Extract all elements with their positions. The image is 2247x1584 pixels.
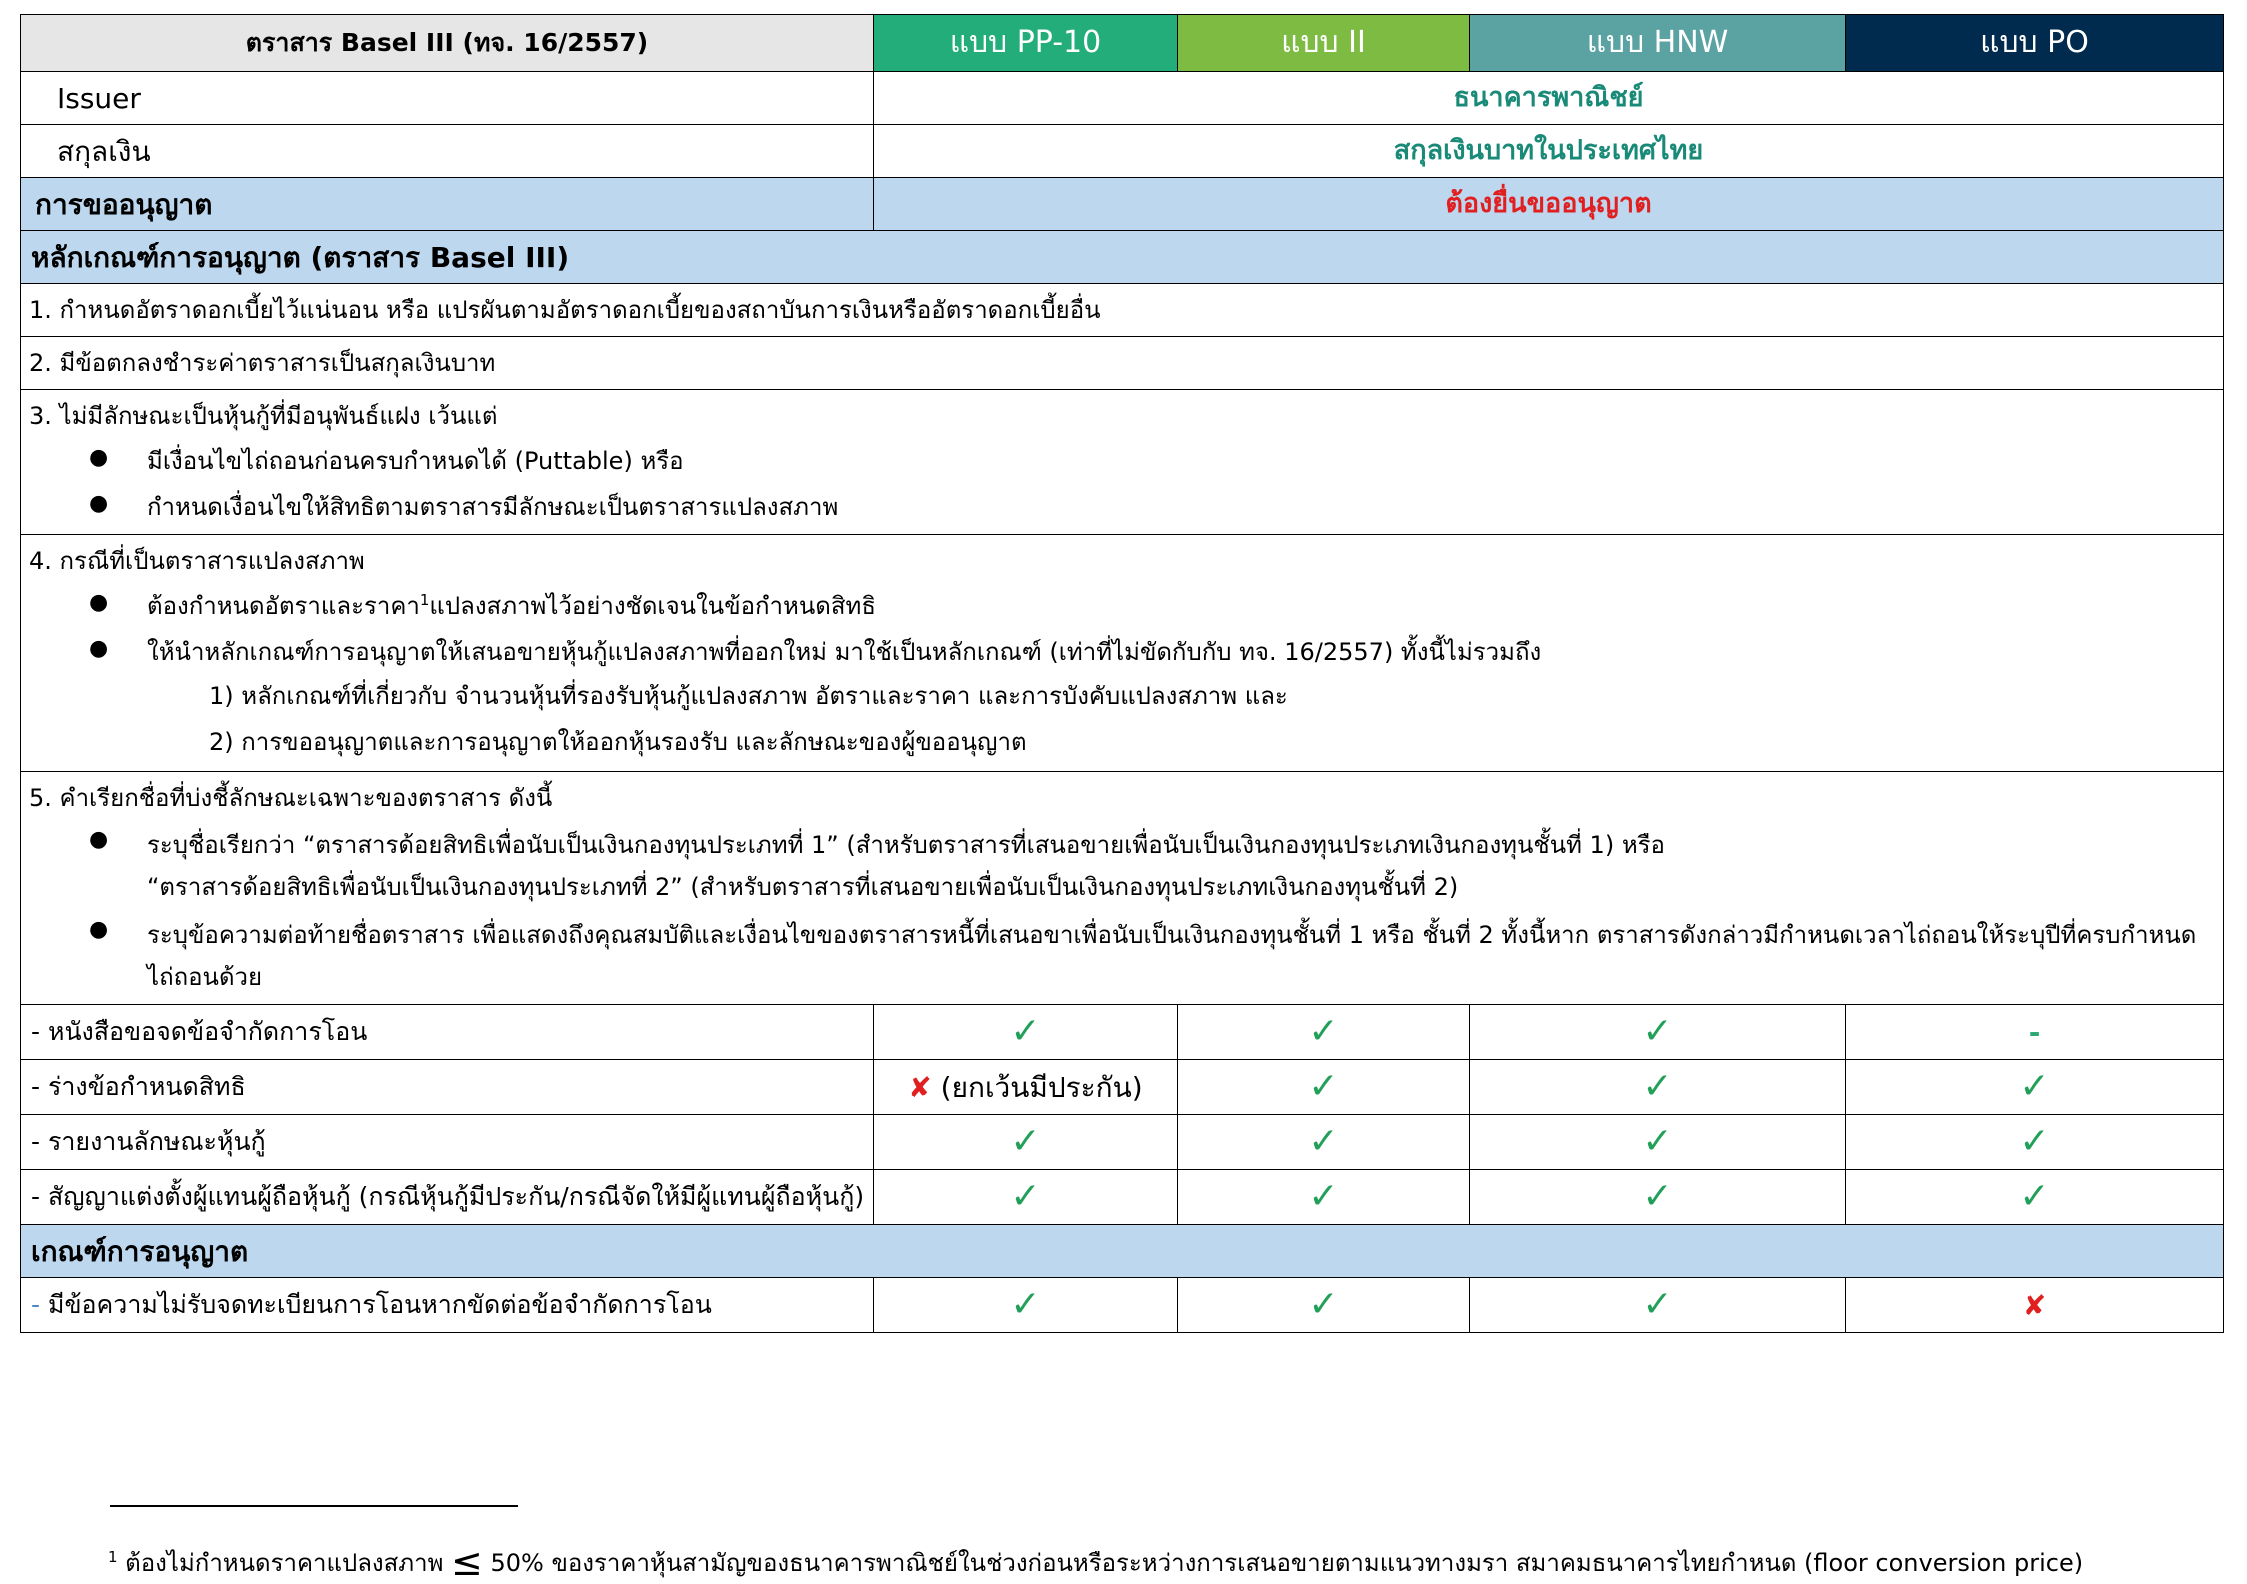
header-row: [21, 15, 2224, 72]
check-icon: ✓: [1308, 1010, 1339, 1052]
doc-label: - ร่างข้อกำหนดสิทธิ: [21, 1060, 874, 1115]
header-pp10: แบบ PP-10: [874, 15, 1178, 72]
criterion-4-sub-1: 1) หลักเกณฑ์ที่เกี่ยวกับ จำนวนหุ้นที่รองรับหุ้นกู้แปลงสภาพ อัตราและราคา และการบังคับแปลงสภาพ และ: [209, 682, 1288, 710]
check-icon: ✓: [1642, 1283, 1673, 1325]
criterion-4: 4. กรณีที่เป็นตราสารแปลงสภาพ: [29, 547, 365, 575]
footnote: $^1$ ต้องไม่กำหนดราคาแปลงสภาพ ≤ 50% ของราคาหุ้นสามัญของธนาคารพาณิชย์ในช่วงก่อนหรือระหว่างการเสนอขายตามแนวทางมรา สมาคมธนาคารไทยกำหนด (floor conversion price): [108, 1540, 2084, 1584]
issuer-row: [21, 72, 2224, 125]
criterion-3-row: [21, 390, 2224, 535]
check-icon: ✓: [1308, 1175, 1339, 1217]
permit-row: [21, 1278, 2224, 1333]
doc-row-terms-draft: [21, 1060, 2224, 1115]
check-icon: ✓: [2019, 1120, 2050, 1162]
bullet-icon: ●: [89, 827, 109, 852]
permission-label: การขออนุญาต: [21, 178, 874, 231]
issuer-label: Issuer: [21, 72, 874, 125]
doc-row-transfer-restriction: [21, 1005, 2224, 1060]
currency-value: สกุลเงินบาทในประเทศไทย: [874, 125, 2224, 178]
bullet-icon: ●: [89, 445, 109, 470]
criterion-4-sub-2: 2) การขออนุญาตและการอนุญาตให้ออกหุ้นรองรับ และลักษณะของผู้ขออนุญาต: [209, 728, 1027, 756]
cross-icon: ✘: [2022, 1288, 2047, 1322]
doc-label: - สัญญาแต่งตั้งผู้แทนผู้ถือหุ้นกู้ (กรณีหุ้นกู้มีประกัน/กรณีจัดให้มีผู้แทนผู้ถือหุ้นกู้): [21, 1170, 874, 1225]
basel-iii-document: [20, 14, 2223, 1333]
check-icon: ✓: [1308, 1283, 1339, 1325]
header-po: แบบ PO: [1846, 15, 2224, 72]
criterion-2: 2. มีข้อตกลงชำระค่าตราสารเป็นสกุลเงินบาท: [29, 349, 496, 377]
criterion-1: 1. กำหนดอัตราดอกเบี้ยไว้แน่นอน หรือ แปรผันตามอัตราดอกเบี้ยของสถาบันการเงินหรืออัตราดอกเบี้ยอื่น: [29, 296, 1101, 324]
check-icon: ✓: [2019, 1065, 2050, 1107]
currency-label: สกุลเงิน: [21, 125, 874, 178]
criterion-4-bullet-2: ● ให้นำหลักเกณฑ์การอนุญาตให้เสนอขายหุ้นกู้แปลงสภาพที่ออกใหม่ มาใช้เป็นหลักเกณฑ์ (เท่าที่ไม่ขัดกับกับ ทจ. 16/2557) ทั้งนี้ไม่รวมถึง: [29, 627, 2215, 673]
criterion-5: 5. คำเรียกชื่อที่บ่งชี้ลักษณะเฉพาะของตราสาร ดังนี้: [29, 784, 553, 812]
exception-note: (ยกเว้นมีประกัน): [940, 1070, 1143, 1104]
check-icon: ✓: [1308, 1065, 1339, 1107]
basel-iii-table: [20, 14, 2224, 1333]
header-title: ตราสาร Basel III (ทจ. 16/2557): [21, 15, 874, 72]
permit-heading: เกณฑ์การอนุญาต: [21, 1225, 2224, 1278]
criterion-2-row: [21, 337, 2224, 390]
header-hnw: แบบ HNW: [1470, 15, 1846, 72]
check-icon: ✓: [1010, 1175, 1041, 1217]
check-icon: ✓: [1642, 1175, 1673, 1217]
criterion-5-bullet-1: ● ระบุชื่อเรียกว่า “ตราสารด้อยสิทธิเพื่อนับเป็นเงินกองทุนประเภทที่ 1” (สำหรับตราสารที่เสนอขายเพื่อนับเป็นเงินกองทุนประเภทเงินกองทุนชั้นที่ 1) หรือ “ตราสารด้อยสิทธิเพื่อนับเป็นเงินกองทุนประเภทที่ 2” (สำหรับตราสารที่เสนอขายเพื่อนับเป็นเงินกองทุนประเภทเงินกองทุนชั้นที่ 2): [29, 818, 2215, 908]
criterion-3-bullet-1: ● มีเงื่อนไขไถ่ถอนก่อนครบกำหนดได้ (Puttable) หรือ: [29, 436, 2215, 482]
permission-row: [21, 178, 2224, 231]
issuer-value: ธนาคารพาณิชย์: [874, 72, 2224, 125]
doc-row-bond-report: [21, 1115, 2224, 1170]
currency-row: [21, 125, 2224, 178]
bullet-icon: ●: [89, 917, 109, 942]
criterion-3: 3. ไม่มีลักษณะเป็นหุ้นกู้ที่มีอนุพันธ์แฝง เว้นแต่: [29, 402, 498, 430]
bullet-icon: ●: [89, 636, 109, 661]
criteria-heading-row: [21, 231, 2224, 284]
check-icon: ✓: [2019, 1175, 2050, 1217]
doc-label: - รายงานลักษณะหุ้นกู้: [21, 1115, 874, 1170]
criteria-heading: หลักเกณฑ์การอนุญาต (ตราสาร Basel III): [21, 231, 2224, 284]
check-icon: ✓: [1642, 1120, 1673, 1162]
check-icon: ✓: [1010, 1283, 1041, 1325]
check-icon: ✓: [1642, 1010, 1673, 1052]
footnote-divider: [110, 1505, 518, 1507]
footnote-ref: 1: [419, 591, 430, 609]
permit-label: - มีข้อความไม่รับจดทะเบียนการโอนหากขัดต่อข้อจำกัดการโอน: [21, 1278, 874, 1333]
check-icon: ✓: [1642, 1065, 1673, 1107]
criterion-4-row: [21, 535, 2224, 772]
check-icon: ✓: [1010, 1010, 1041, 1052]
header-ii: แบบ II: [1178, 15, 1470, 72]
check-icon: ✓: [1010, 1120, 1041, 1162]
check-icon: ✓: [1308, 1120, 1339, 1162]
cross-icon: ✘: [908, 1070, 932, 1104]
criterion-4-bullet-1: ● ต้องกำหนดอัตราและราคา$^1$แปลงสภาพไว้อย่างชัดเจนในข้อกำหนดสิทธิ: [29, 581, 2215, 627]
less-equal-symbol: ≤: [451, 1540, 483, 1584]
dash-icon: -: [2028, 1015, 2041, 1049]
criterion-5-bullet-2: ● ระบุข้อความต่อท้ายชื่อตราสาร เพื่อแสดงถึงคุณสมบัติและเงื่อนไขของตราสารหนี้ที่เสนอขาเพื่อนับเป็นเงินกองทุนชั้นที่ 1 หรือ ชั้นที่ 2 ทั้งนี้หาก ตราสารดังกล่าวมีกำหนดเวลาไถ่ถอนให้ระบุปีที่ครบกำหนดไถ่ถอนด้วย: [29, 908, 2215, 998]
criterion-5-row: [21, 772, 2224, 1005]
permit-heading-row: [21, 1225, 2224, 1278]
footnote-number: 1: [108, 1548, 118, 1566]
bullet-icon: ●: [89, 590, 109, 615]
criterion-3-bullet-2: ● กำหนดเงื่อนไขให้สิทธิตามตราสารมีลักษณะเป็นตราสารแปลงสภาพ: [29, 482, 2215, 528]
doc-row-representative-contract: [21, 1170, 2224, 1225]
criterion-1-row: [21, 284, 2224, 337]
doc-label: - หนังสือขอจดข้อจำกัดการโอน: [21, 1005, 874, 1060]
permission-value: ต้องยื่นขออนุญาต: [874, 178, 2224, 231]
bullet-icon: ●: [89, 491, 109, 516]
